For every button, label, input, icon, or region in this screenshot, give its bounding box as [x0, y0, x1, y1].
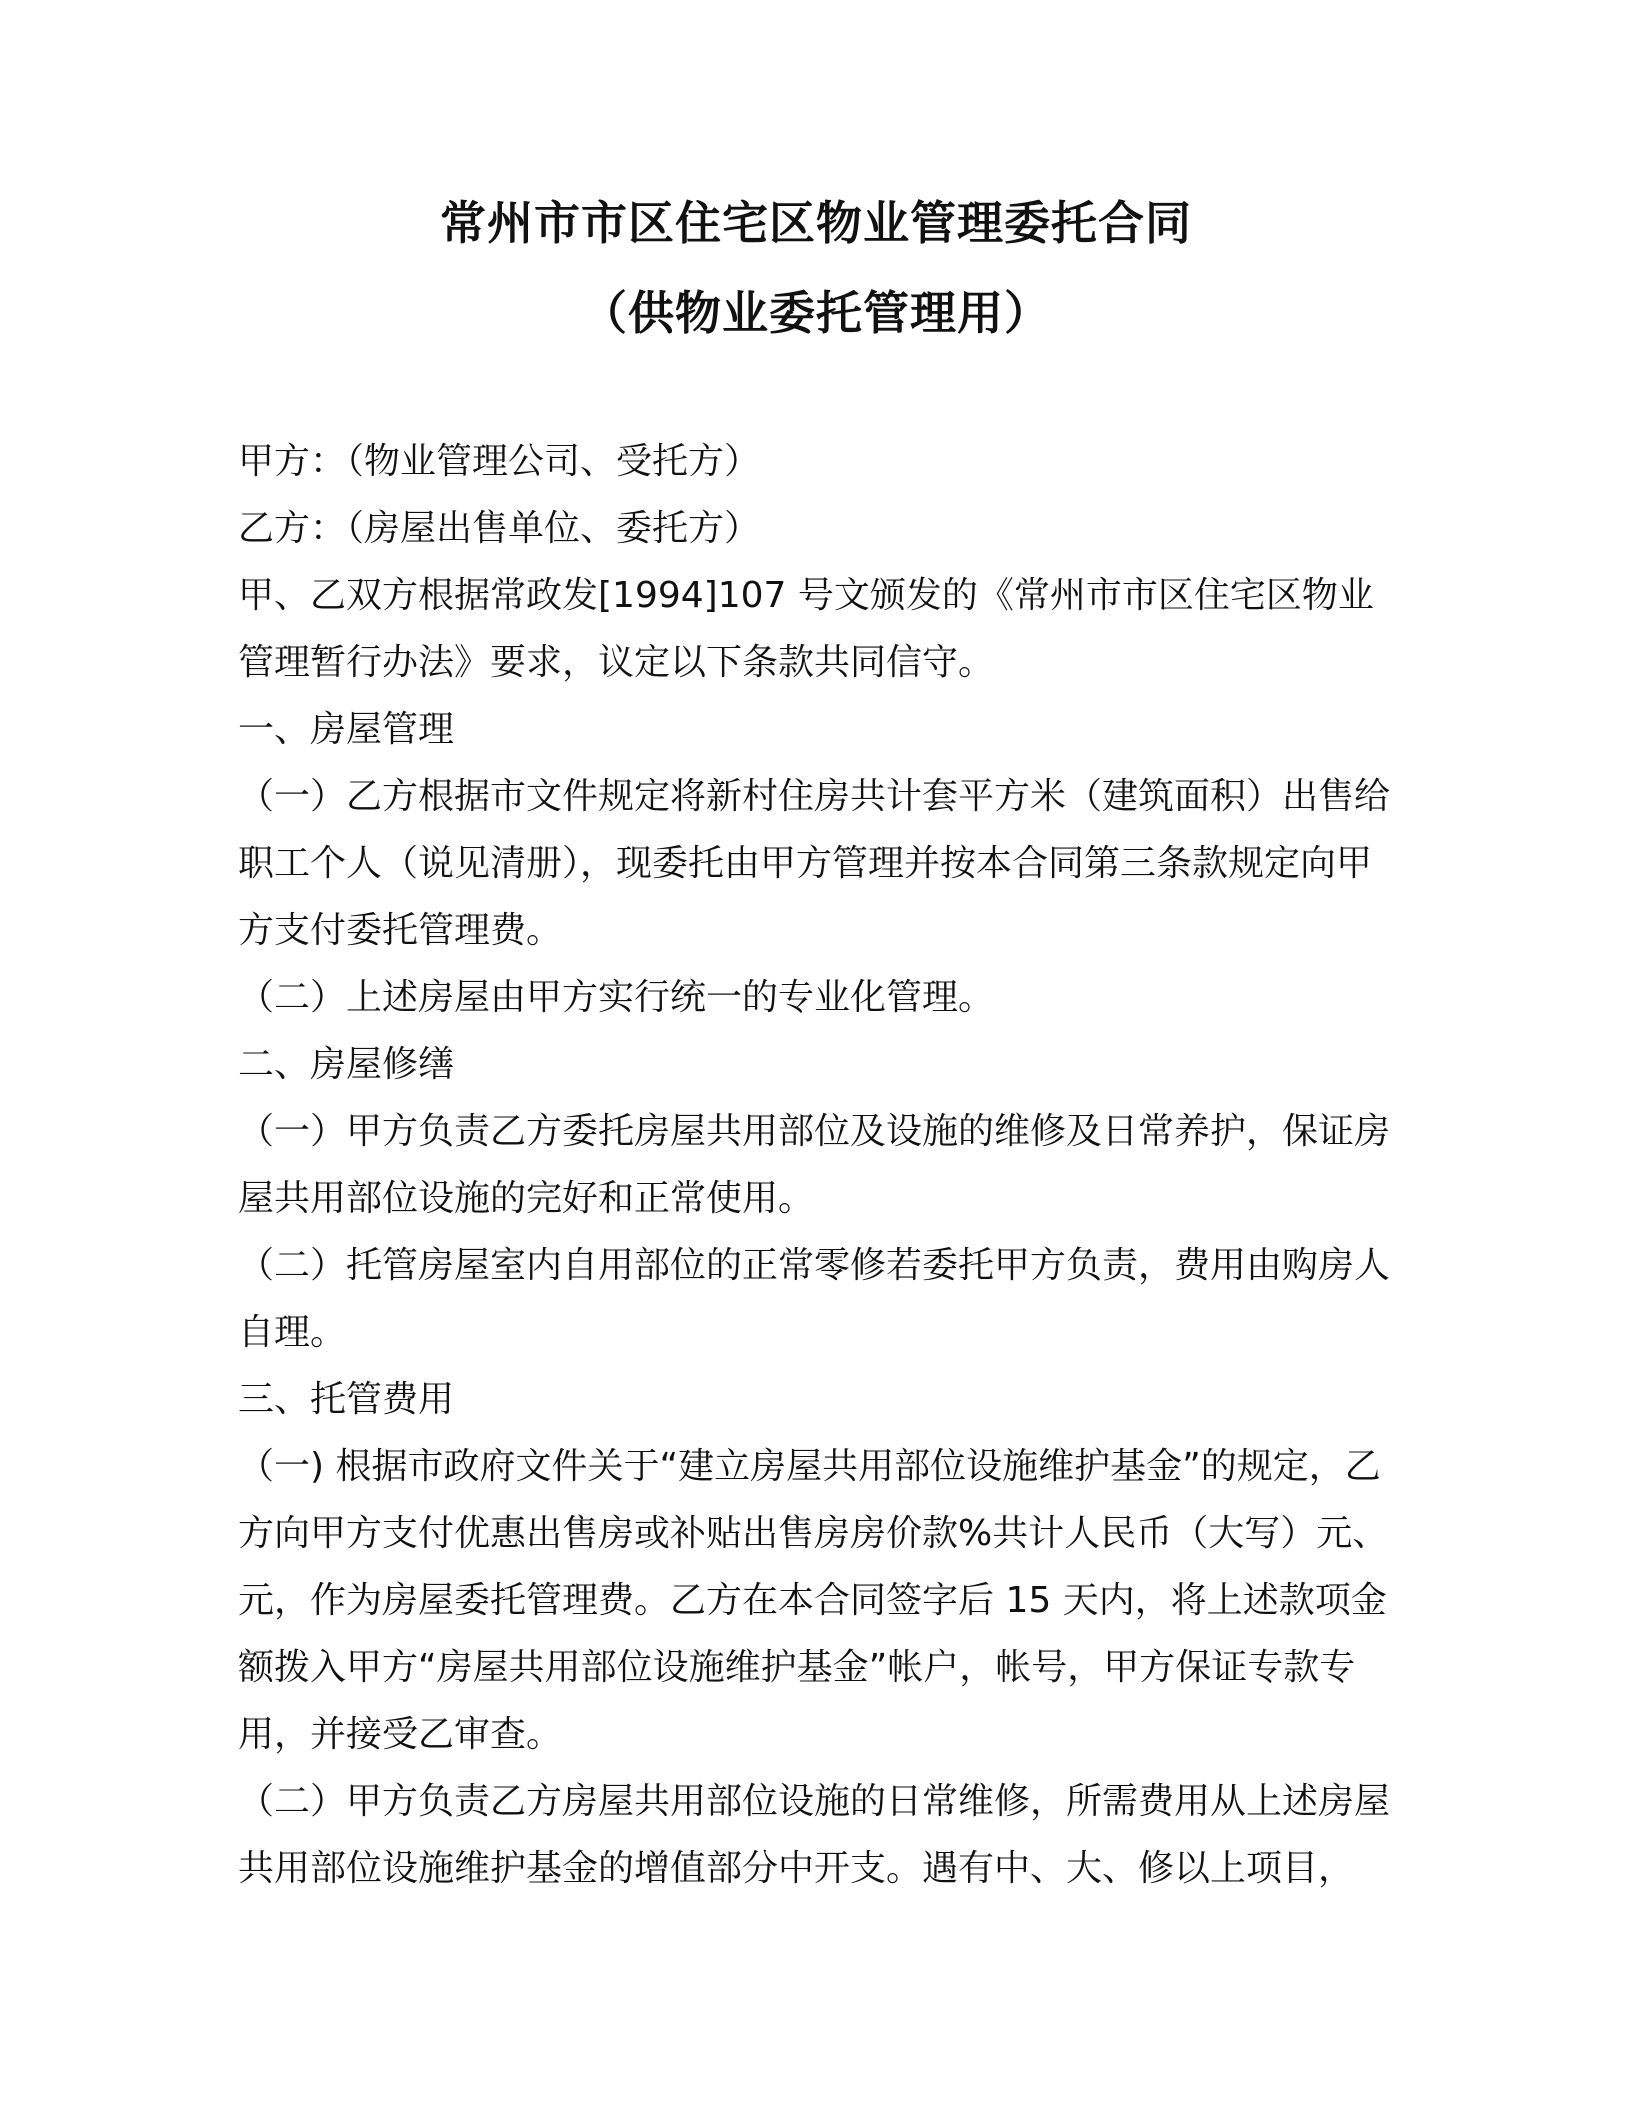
section-heading-2: 二、房屋修缮: [238, 1044, 455, 1085]
party-a-line: 甲方：（物业管理公司、受托方）: [238, 441, 761, 482]
clause-2-1: （一）甲方负责乙方委托房屋共用部位及设施的维修及日常养护，保证房屋共用部位设施的完好和正常使用。: [238, 1111, 1391, 1219]
preamble-paragraph: 甲、乙双方根据常政发[1994]107 号文颁发的《常州市市区住宅区物业管理暂行办法》要求，议定以下条款共同信守。: [238, 575, 1374, 683]
section-heading-1: 一、房屋管理: [238, 709, 455, 750]
clause-1-2: （二）上述房屋由甲方实行统一的专业化管理。: [238, 977, 995, 1018]
clause-3-2: （二）甲方负责乙方房屋共用部位设施的日常维修，所需费用从上述房屋共用部位设施维护基金的增值部分中开支。遇有中、大、修以上项目，: [238, 1781, 1391, 1889]
party-b-line: 乙方：（房屋出售单位、委托方）: [238, 508, 761, 549]
document-subtitle: （供物业委托管理用）: [581, 286, 1051, 340]
document-title: 常州市市区住宅区物业管理委托合同: [440, 196, 1192, 250]
section-heading-3: 三、托管费用: [238, 1379, 455, 1420]
clause-2-2: （二）托管房屋室内自用部位的正常零修若委托甲方负责，费用由购房人自理。: [238, 1245, 1391, 1353]
clause-1-1: （一）乙方根据市文件规定将新村住房共计套平方米（建筑面积）出售给职工个人（说见清册），现委托由甲方管理并按本合同第三条款规定向甲方支付委托管理费。: [238, 776, 1391, 951]
document-body: [238, 428, 1398, 1902]
clause-3-1: （一) 根据市政府文件关于“建立房屋共用部位设施维护基金”的规定，乙方向甲方支付优惠出售房或补贴出售房房价款%共计人民币（大写）元、元，作为房屋委托管理费。乙方在本合同签字后 15 天内，将上述款项金额拨入甲方“房屋共用部位设施维护基金”帐户，帐号，甲方保证专款专用，并接受乙审查。: [238, 1446, 1389, 1755]
